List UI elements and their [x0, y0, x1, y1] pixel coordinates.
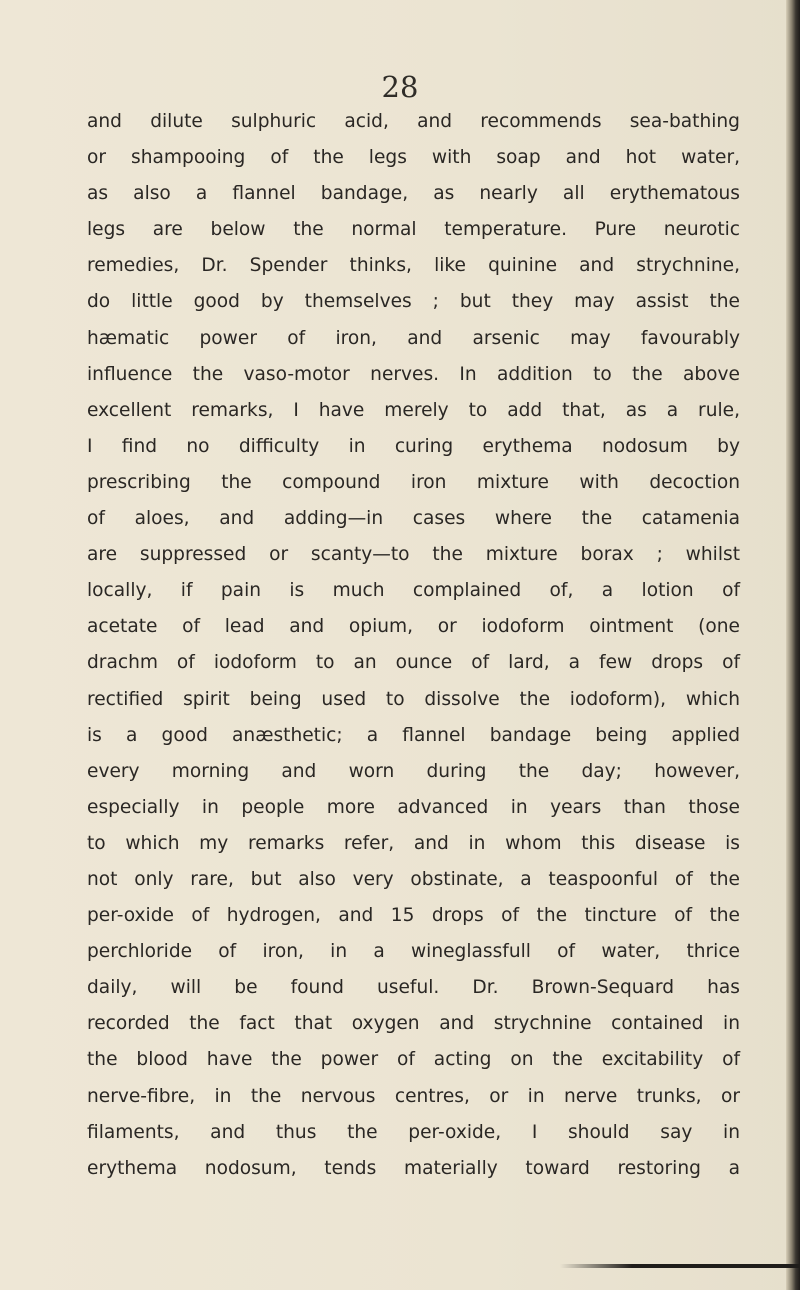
text-line: do little good by themselves ; but they may assist the — [87, 291, 740, 313]
text-line: every morning and worn during the day; however, — [87, 760, 740, 782]
text-line: perchloride of iron, in a wineglassfull of water, thrice — [87, 941, 740, 963]
text-line: are suppressed or scanty—to the mixture borax ; whilst — [87, 544, 740, 566]
body-text — [87, 104, 740, 1187]
text-line: I find no difficulty in curing erythema nodosum by — [87, 435, 740, 457]
text-line: daily, will be found useful. Dr. Brown-Sequard has — [87, 977, 740, 999]
text-line: hæmatic power of iron, and arsenic may favourably — [87, 327, 740, 349]
page-number: 28 — [381, 70, 419, 104]
text-line: is a good anæsthetic; a flannel bandage being applied — [87, 724, 740, 746]
text-line: locally, if pain is much complained of, a lotion of — [87, 580, 740, 602]
text-line: especially in people more advanced in years than those — [87, 796, 740, 818]
text-line: recorded the fact that oxygen and strychnine contained in — [87, 1013, 740, 1035]
text-line: nerve-fibre, in the nervous centres, or in nerve trunks, or — [87, 1085, 740, 1107]
text-line: acetate of lead and opium, or iodoform ointment (one — [87, 616, 740, 638]
text-line: erythema nodosum, tends materially toward restoring a — [87, 1157, 740, 1179]
text-line: the blood have the power of acting on the excitability of — [87, 1049, 740, 1071]
text-line: per-oxide of hydrogen, and 15 drops of the tincture of the — [87, 905, 740, 927]
text-line: not only rare, but also very obstinate, a teaspoonful of the — [87, 868, 740, 890]
text-line: filaments, and thus the per-oxide, I should say in — [87, 1121, 740, 1143]
text-line: and dilute sulphuric acid, and recommends sea-bathing — [87, 111, 740, 132]
text-line: to which my remarks refer, and in whom this disease is — [87, 832, 740, 854]
text-line: or shampooing of the legs with soap and hot water, — [87, 147, 740, 169]
text-line: rectified spirit being used to dissolve the iodoform), which — [87, 688, 740, 710]
text-line: drachm of iodoform to an ounce of lard, a few drops of — [87, 652, 740, 674]
text-line: prescribing the compound iron mixture with decoction — [87, 471, 740, 493]
text-line: excellent remarks, I have merely to add that, as a rule, — [87, 399, 740, 421]
text-line: influence the vaso-motor nerves. In addition to the above — [87, 363, 740, 385]
text-line: legs are below the normal temperature. Pure neurotic — [87, 219, 740, 241]
page-binding-edge — [786, 0, 800, 1290]
text-line: as also a flannel bandage, as nearly all erythematous — [87, 183, 740, 205]
text-line: remedies, Dr. Spender thinks, like quinine and strychnine, — [87, 255, 740, 277]
bottom-edge-shadow — [560, 1264, 800, 1268]
text-line: of aloes, and adding—in cases where the catamenia — [87, 508, 740, 530]
